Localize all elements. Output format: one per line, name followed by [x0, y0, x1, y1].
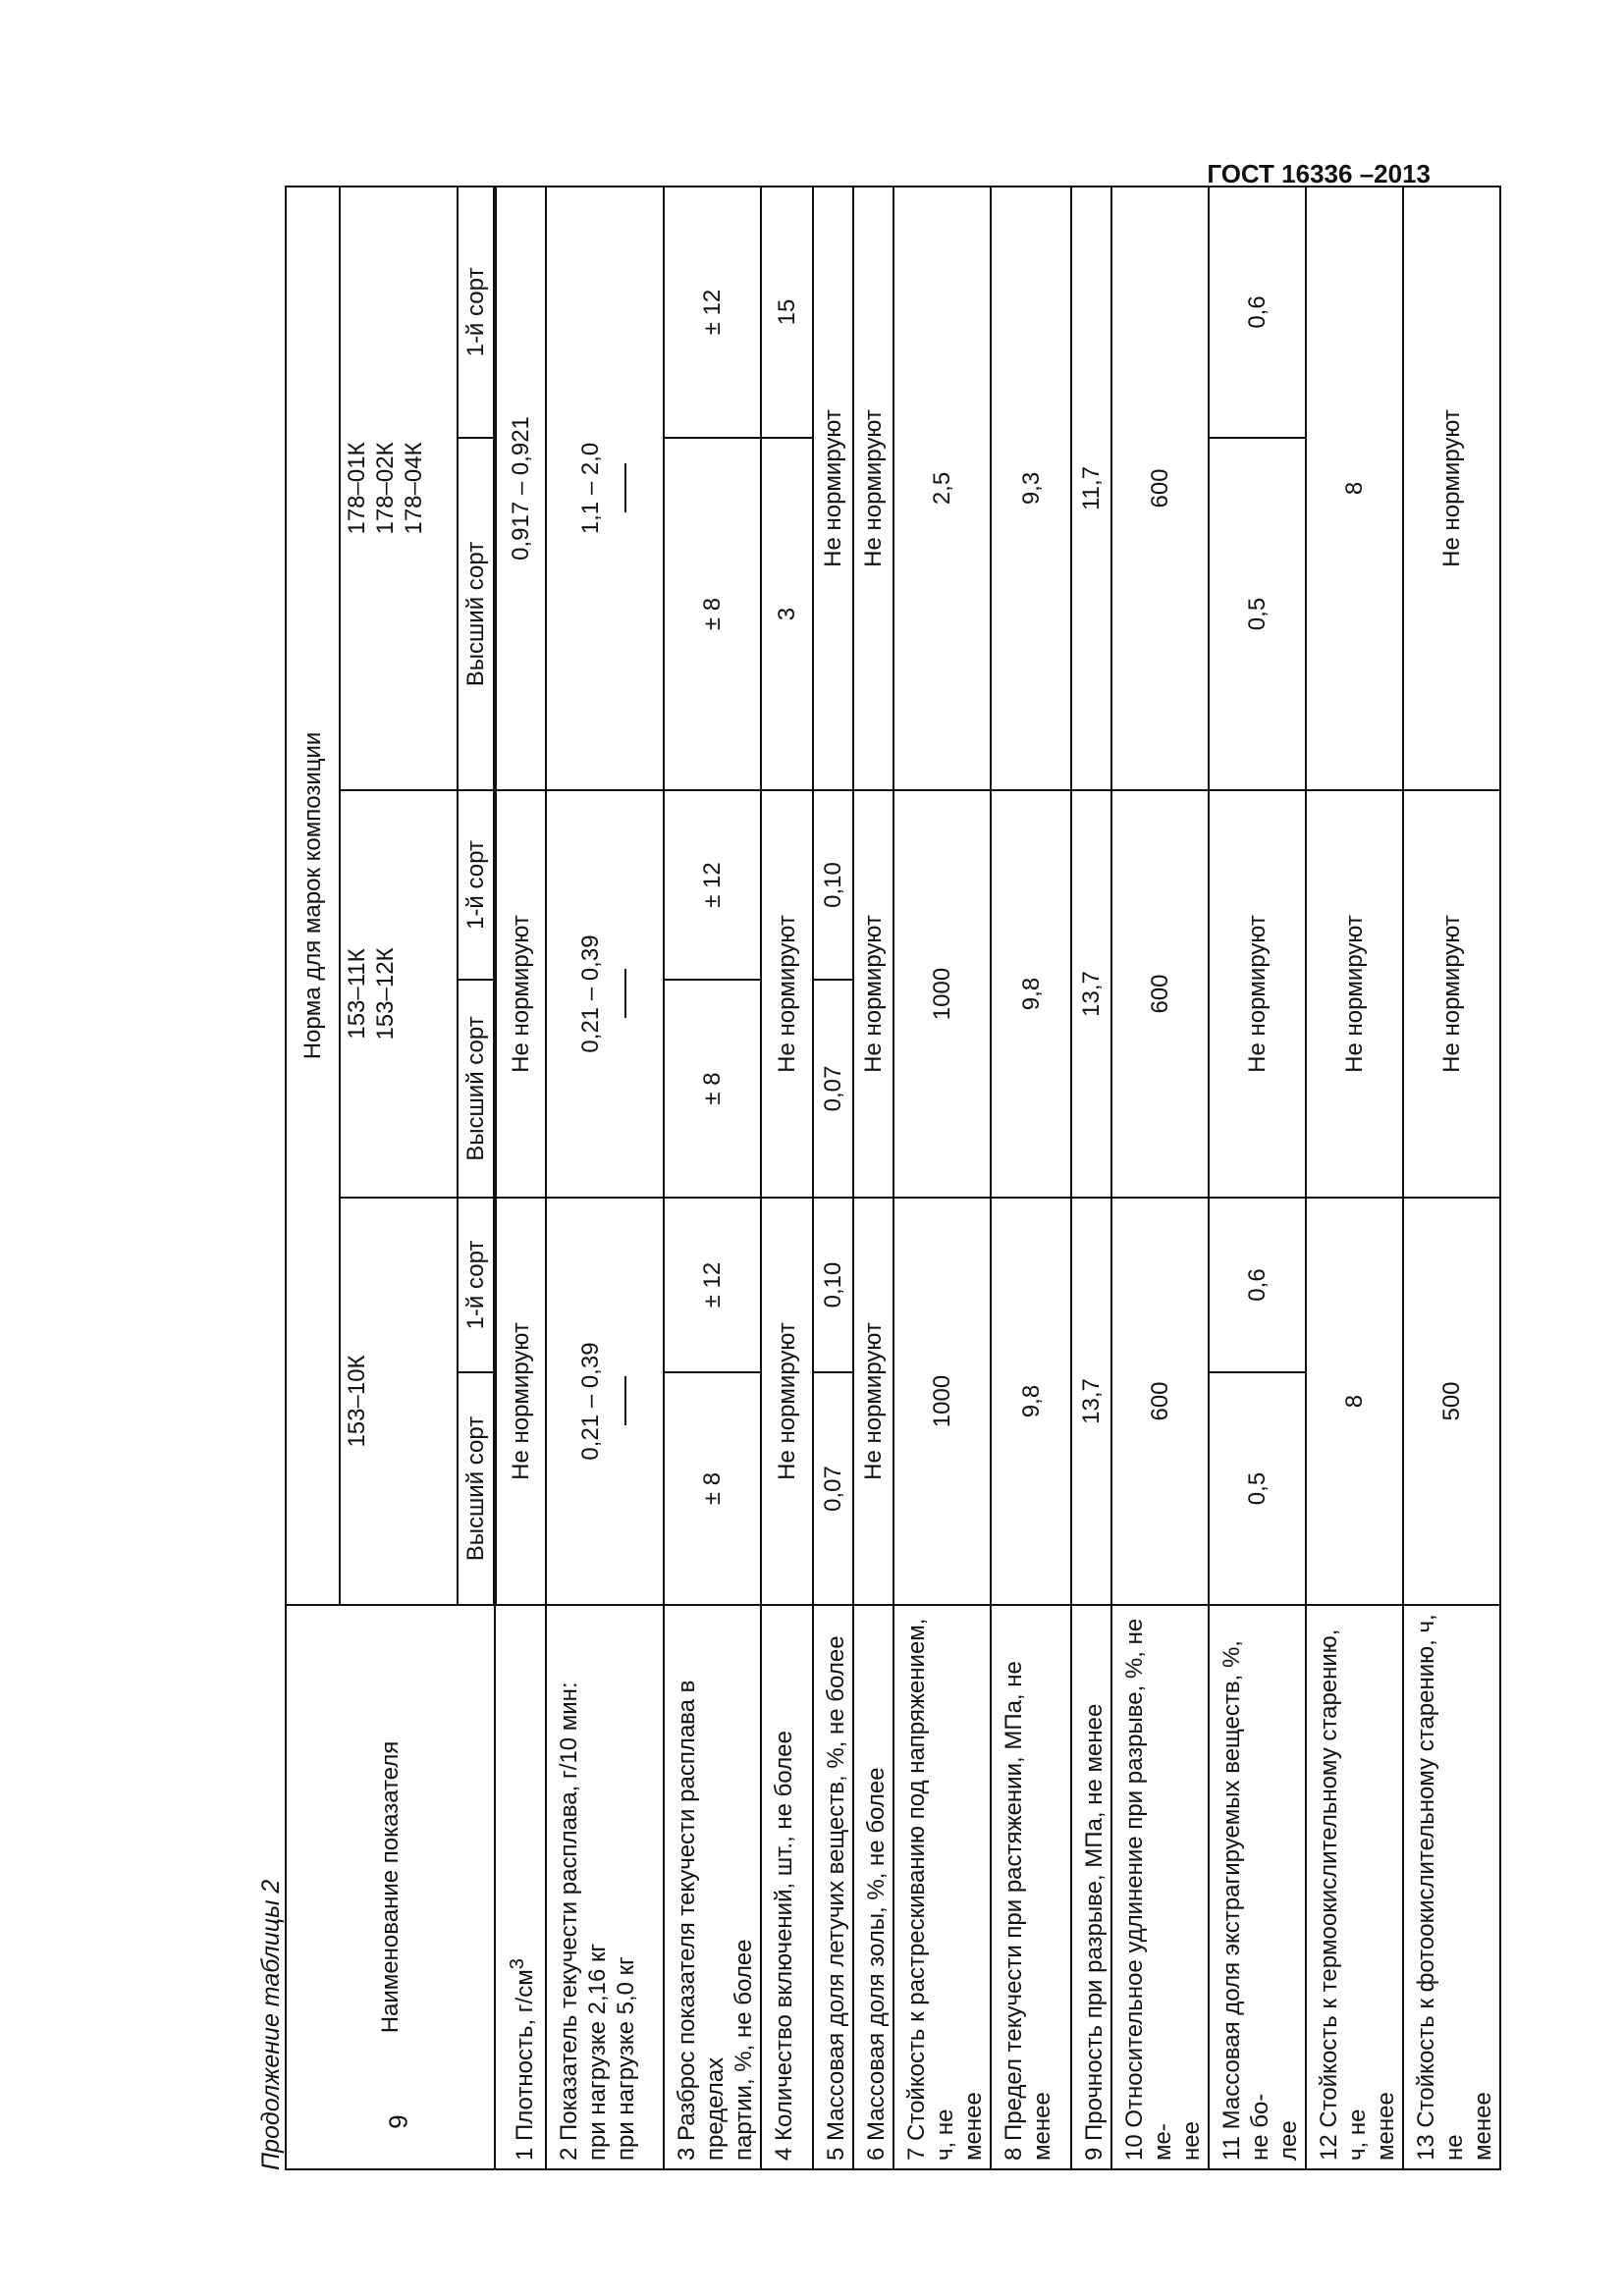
value-g1: 1000: [893, 1198, 991, 1605]
grade-hi-g2: Высший сорт: [458, 980, 495, 1198]
table-row: [1403, 187, 1500, 2169]
value-g3: 8: [1306, 187, 1403, 790]
value-g1-hi: 0,5: [1209, 1372, 1306, 1605]
value-g1: 500: [1403, 1198, 1500, 1605]
row-label: 2 Показатель текучести расплава, г/10 мин: при нагрузке 2,16 кг при нагрузке 5,0 кг: [546, 1605, 664, 2169]
value-g1: Не нормируют: [853, 1198, 893, 1605]
value-g2-1: ± 12: [664, 790, 761, 980]
group-header-153-11-12: 153–11К 153–12К: [340, 790, 458, 1198]
value-g3-1: 15: [761, 187, 813, 438]
value-g3-1: ± 12: [664, 187, 761, 438]
value-g1-1: 0,6: [1209, 1198, 1306, 1372]
value-g3: Не нормируют: [813, 187, 853, 790]
value-g3: 1,1 – 2,0: [546, 187, 664, 790]
value-g2: 13,7: [1071, 790, 1111, 1198]
value-g3: 2,5: [893, 187, 991, 790]
row-label: 13 Стойкость к фотоокислительному старению, ч, не менее: [1403, 1605, 1500, 2169]
table-row: [1111, 187, 1209, 2169]
table-row: [853, 187, 893, 2169]
value-g1-hi: 0,07: [813, 1372, 853, 1605]
value-g3: Не нормируют: [1403, 187, 1500, 790]
header-row-1: [286, 187, 340, 2169]
row-label: 7 Стойкость к растрескиванию под напряжением, ч, не менее: [893, 1605, 991, 2169]
table-row: [893, 187, 991, 2169]
value-g1: Не нормируют: [761, 1198, 813, 1605]
value-g1: 0,21 – 0,39: [546, 1198, 664, 1605]
value-g2: Не нормируют: [853, 790, 893, 1198]
column-header-indicator: Наименование показателя: [286, 1605, 495, 2169]
value-g2: Не нормируют: [1403, 790, 1500, 1198]
value-g1: Не нормируют: [495, 1198, 546, 1605]
value-g1-1: ± 12: [664, 1198, 761, 1372]
value-g1-1: 0,10: [813, 1198, 853, 1372]
row-label: 3 Разброс показателя текучести расплава в пределах партии, %, не более: [664, 1605, 761, 2169]
standard-number: ГОСТ 16336 –2013: [1207, 159, 1431, 188]
column-header-norm: Норма для марок композиции: [286, 187, 340, 1605]
not-applicable-dash: [624, 970, 626, 1019]
table-row: [664, 187, 761, 2169]
grade-1-g3: 1-й сорт: [458, 187, 495, 438]
value-g1-hi: ± 8: [664, 1372, 761, 1605]
row-label: 6 Массовая доля золы, %, не более: [853, 1605, 893, 2169]
value-g2: Не нормируют: [1209, 790, 1306, 1198]
value-g2-hi: 0,07: [813, 980, 853, 1198]
value-g3: Не нормируют: [853, 187, 893, 790]
page-number: 6: [383, 2114, 413, 2129]
value-g3-hi: ± 8: [664, 438, 761, 790]
value-g3: 11,7: [1071, 187, 1111, 790]
value-g2: 9,8: [991, 790, 1071, 1198]
grade-hi-g3: Высший сорт: [458, 438, 495, 790]
not-applicable-dash: [624, 1377, 626, 1426]
row-label: 12 Стойкость к термоокислительному старению, ч, не менее: [1306, 1605, 1403, 2169]
value-g3-hi: 3: [761, 438, 813, 790]
group-header-153-10: 153–10К: [340, 1198, 458, 1605]
row-label: 10 Относительное удлинение при разрыве, %, не ме- нее: [1111, 1605, 1209, 2169]
value-g2: Не нормируют: [761, 790, 813, 1198]
grade-hi-g1: Высший сорт: [458, 1372, 495, 1605]
value-g2-1: 0,10: [813, 790, 853, 980]
specification-table: [285, 186, 1501, 2170]
value-g1: 13,7: [1071, 1198, 1111, 1605]
row-label: 11 Массовая доля экстрагируемых веществ, %, не бо- лее: [1209, 1605, 1306, 2169]
row-label: 5 Массовая доля летучих веществ, %, не более: [813, 1605, 853, 2169]
value-g1: 9,8: [991, 1198, 1071, 1605]
table-row: [761, 187, 813, 2169]
value-g2: 600: [1111, 790, 1209, 1198]
value-g2: 1000: [893, 790, 991, 1198]
value-g1: 8: [1306, 1198, 1403, 1605]
value-g2-hi: ± 8: [664, 980, 761, 1198]
value-g3: 0,917 – 0,921: [495, 187, 546, 790]
grade-1-g1: 1-й сорт: [458, 1198, 495, 1372]
value-g2: Не нормируют: [1306, 790, 1403, 1198]
table-row: [495, 187, 546, 2169]
table-row: [1209, 187, 1306, 2169]
value-g3: 600: [1111, 187, 1209, 790]
value-g1: 600: [1111, 1198, 1209, 1605]
value-g3-1: 0,6: [1209, 187, 1306, 438]
table-row: [991, 187, 1071, 2169]
value-g3-hi: 0,5: [1209, 438, 1306, 790]
table-row: [546, 187, 664, 2169]
table-row: [1306, 187, 1403, 2169]
row-label: 4 Количество включений, шт., не более: [761, 1605, 813, 2169]
table-row: [1071, 187, 1111, 2169]
value-g3: 9,3: [991, 187, 1071, 790]
table-row: [813, 187, 853, 2169]
row-label: 8 Предел текучести при растяжении, МПа, не менее: [991, 1605, 1071, 2169]
grade-1-g2: 1-й сорт: [458, 790, 495, 980]
value-g2: 0,21 – 0,39: [546, 790, 664, 1198]
rotated-table-page: [257, 187, 1496, 2170]
value-g2: Не нормируют: [495, 790, 546, 1198]
row-label: 1 Плотность, $г/см^3$: [495, 1605, 546, 2169]
row-label: 9 Прочность при разрыве, МПа, не менее: [1071, 1605, 1111, 2169]
table-caption: Продолжение таблицы 2: [257, 1879, 285, 2170]
not-applicable-dash: [624, 463, 626, 512]
group-header-178: 178–01К 178–02К 178–04К: [340, 187, 458, 790]
